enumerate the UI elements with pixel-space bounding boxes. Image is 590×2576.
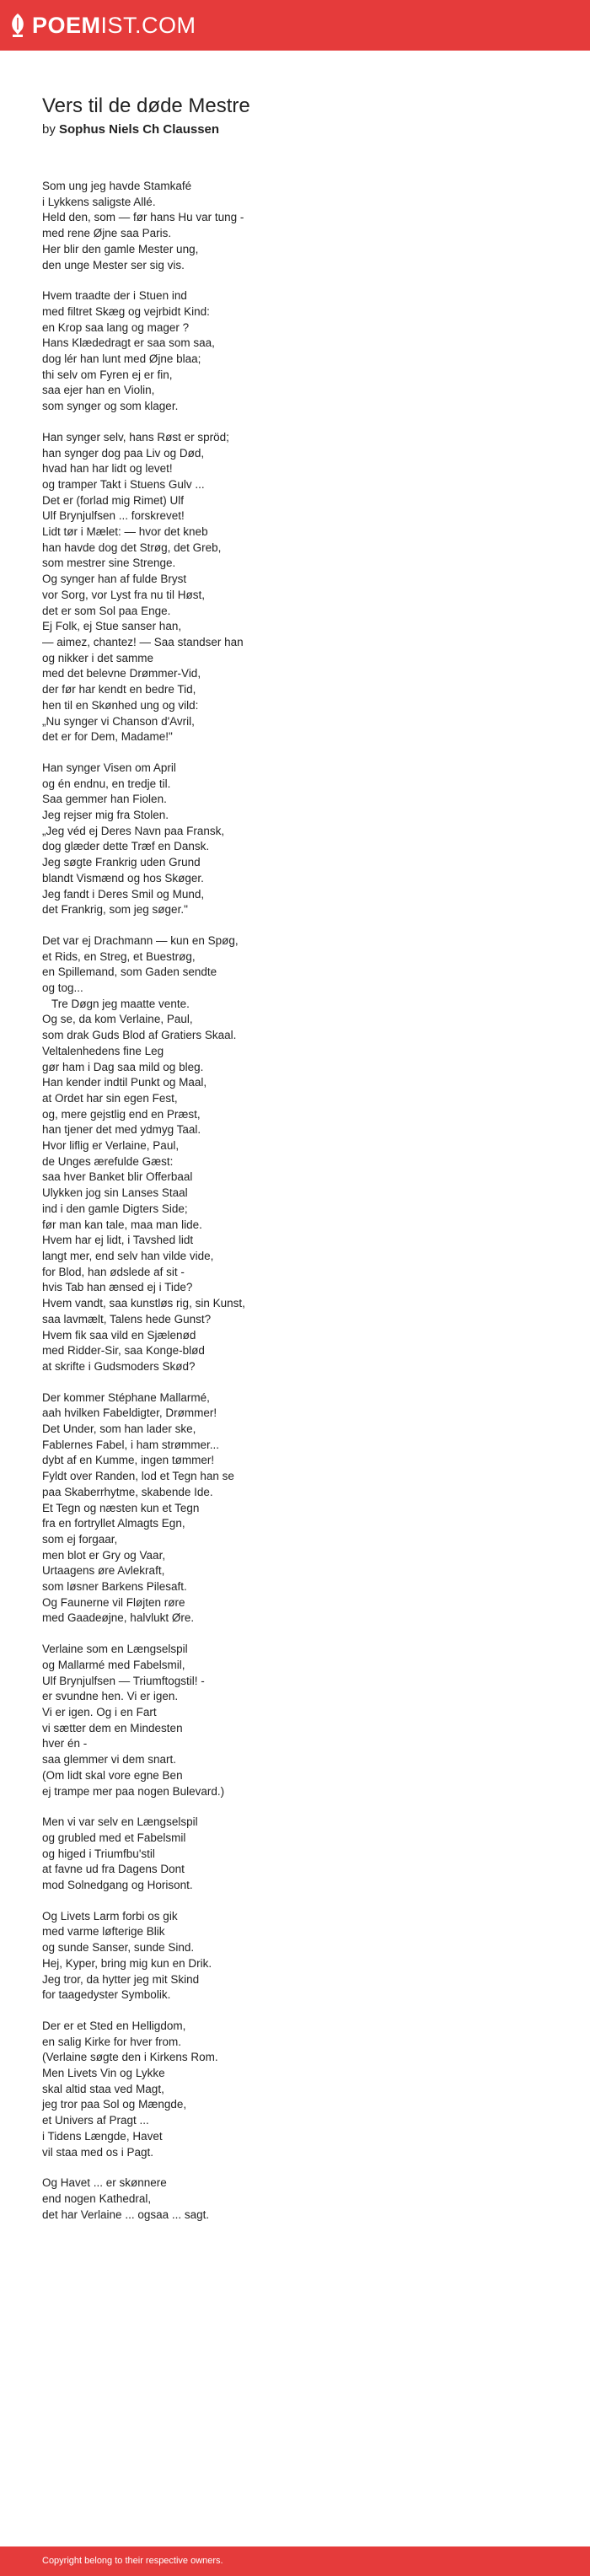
poem-line: langt mer, end selv han vilde vide,: [42, 1250, 214, 1262]
poem-line: Fyldt over Randen, lod et Tegn han se: [42, 1470, 234, 1483]
poem-line: Der er et Sted en Helligdom,: [42, 2019, 186, 2032]
poem-line: Han synger selv, hans Røst er spröd;: [42, 430, 229, 444]
poem-line: det har Verlaine ... ogsaa ... sagt.: [42, 2208, 210, 2221]
poem-line: er svundne hen. Vi er igen.: [42, 1690, 179, 1703]
poem-line: Jeg søgte Frankrig uden Grund: [42, 856, 201, 869]
poem-stanza: [42, 1815, 565, 1894]
byline: [42, 121, 565, 138]
poem-line: Hvem vandt, saa kunstløs rig, sin Kunst,: [42, 1297, 245, 1310]
poem-line: den unge Mester ser sig vis.: [42, 258, 185, 272]
poem-stanza: [42, 761, 565, 918]
author-name: Sophus Niels Ch Claussen: [59, 122, 220, 137]
poem-line: skal altid staa ved Magt,: [42, 2082, 164, 2095]
poem-line: Han synger Visen om April: [42, 761, 176, 774]
poem-line: at Ordet har sin egen Fest,: [42, 1091, 178, 1105]
poem-line: i Lykkens saligste Allé.: [42, 195, 156, 208]
poem-line: en Krop saa lang og mager ?: [42, 320, 190, 334]
poem-line: og grubled med et Fabelsmil: [42, 1831, 186, 1844]
site-logo-link[interactable]: [8, 12, 196, 39]
poem-line: hen til en Skønhed ung og vild:: [42, 698, 199, 712]
poem-stanza: [42, 1909, 565, 2003]
poem-line: ej trampe mer paa nogen Bulevard.): [42, 1784, 225, 1798]
poem-line: Og synger han af fulde Bryst: [42, 573, 187, 586]
poem-stanza: [42, 2175, 565, 2223]
poem-line: en salig Kirke for hver from.: [42, 2035, 182, 2048]
site-footer: [0, 2546, 590, 2576]
poem-line: Det var ej Drachmann — kun en Spøg,: [42, 933, 239, 947]
poem-line: — aimez, chantez! — Saa standser han: [42, 635, 244, 648]
poem-line: blandt Vismænd og hos Skøger.: [42, 871, 204, 885]
poem-line: hvis Tab han ænsed ej i Tide?: [42, 1281, 193, 1294]
poem-line: dybt af en Kumme, ingen tømmer!: [42, 1454, 215, 1467]
poem-line: ind i den gamle Digters Side;: [42, 1202, 188, 1215]
poem-line: og Mallarmé med Fabelsmil,: [42, 1658, 185, 1671]
poem-stanza: [42, 933, 565, 1375]
poem-line: som synger og som klager.: [42, 400, 179, 413]
poem-line: Ulykken jog sin Lanses Staal: [42, 1186, 188, 1200]
poem-line: Men vi var selv en Længselspil: [42, 1815, 198, 1829]
poem-line: med det belevne Drømmer-Vid,: [42, 667, 201, 680]
poem-line: Ulf Brynjulfsen ... forskrevet!: [42, 509, 185, 523]
poem-line: aah hvilken Fabeldigter, Drømmer!: [42, 1406, 217, 1420]
poem-stanza: [42, 288, 565, 415]
poem-line: Saa gemmer han Fiolen.: [42, 793, 167, 806]
poem-line: Veltalenhedens fine Leg: [42, 1044, 164, 1057]
poem-line: saa hver Banket blir Offerbaal: [42, 1170, 193, 1184]
poem-line: Og Havet ... er skønnere: [42, 2176, 167, 2190]
poem-line: saa ejer han en Violin,: [42, 384, 155, 397]
poem-line: Og Faunerne vil Fløjten røre: [42, 1595, 185, 1609]
quill-pen-icon: [8, 13, 27, 38]
poem-line: Hvem har ej lidt, i Tavshed lidt: [42, 1234, 194, 1247]
poem-line: for Blod, han ødslede af sit -: [42, 1265, 185, 1278]
poem-line: det er som Sol paa Enge.: [42, 604, 171, 617]
poem-line: Ulf Brynjulfsen — Triumftogstil! -: [42, 1674, 205, 1687]
poem-line: (Om lidt skal vore egne Ben: [42, 1768, 183, 1782]
poem-line: Ej Folk, ej Stue sanser han,: [42, 620, 182, 633]
poem-title: Vers til de døde Mestre: [42, 94, 250, 117]
poem-line: saa lavmælt, Talens hede Gunst?: [42, 1312, 212, 1326]
poem-line: Hans Klædedragt er saa som saa,: [42, 336, 215, 350]
logo-text-bold: POEM: [32, 13, 101, 38]
poem-body: [42, 179, 565, 2223]
poem-line: Tre Døgn jeg maatte vente.: [42, 997, 190, 1010]
poem-line: som mestrer sine Strenge.: [42, 557, 176, 570]
poem-line: vil staa med os i Pagt.: [42, 2145, 154, 2159]
poem-line: vi sætter dem en Mindesten: [42, 1721, 183, 1734]
poem-line: og, mere gejstlig end en Præst,: [42, 1107, 201, 1121]
poem-line: jeg tror paa Sol og Mængde,: [42, 2098, 187, 2111]
poem-line: „Nu synger vi Chanson d'Avril,: [42, 714, 195, 728]
logo-text-regular: IST.COM: [100, 13, 196, 38]
poem-stanza: [42, 430, 565, 745]
poem-line: Men Livets Vin og Lykke: [42, 2067, 165, 2080]
poem-line: at favne ud fra Dagens Dont: [42, 1863, 185, 1876]
poem-line: Han kender indtil Punkt og Maal,: [42, 1076, 207, 1089]
poem-line: dog lér han lunt med Øjne blaa;: [42, 352, 201, 366]
poem-line: dog glæder dette Træf en Dansk.: [42, 840, 210, 853]
poem-line: Vi er igen. Og i en Fart: [42, 1705, 157, 1718]
poem-line: Urtaagens øre Avlekraft,: [42, 1564, 165, 1578]
poem-line: Jeg rejser mig fra Stolen.: [42, 809, 169, 822]
poem-line: end nogen Kathedral,: [42, 2191, 152, 2205]
poem-stanza: [42, 2019, 565, 2160]
poem-line: de Unges ærefulde Gæst:: [42, 1154, 174, 1168]
poem-line: at skrifte i Gudsmoders Skød?: [42, 1359, 196, 1373]
poem-stanza: [42, 1390, 565, 1627]
poem-line: Her blir den gamle Mester ung,: [42, 242, 199, 255]
poem-line: han tjener det med ydmyg Taal.: [42, 1123, 201, 1137]
poem-line: han havde dog det Strøg, det Greb,: [42, 540, 222, 554]
poem-line: Hvor liflig er Verlaine, Paul,: [42, 1139, 180, 1153]
poem-line: saa glemmer vi dem snart.: [42, 1753, 177, 1767]
poem-line: Der kommer Stéphane Mallarmé,: [42, 1390, 210, 1404]
poem-line: „Jeg véd ej Deres Navn paa Fransk,: [42, 824, 225, 837]
poem-line: paa Skaberrhytme, skabende Ide.: [42, 1485, 213, 1498]
poem-line: og nikker i det samme: [42, 651, 154, 664]
poem-line: et Univers af Pragt ...: [42, 2114, 149, 2127]
poem-line: Hvem fik saa vild en Sjælenød: [42, 1328, 196, 1342]
poem-line: med filtret Skæg og vejrbidt Kind:: [42, 304, 210, 318]
poem-line: men blot er Gry og Vaar,: [42, 1548, 166, 1562]
poem-line: Og se, da kom Verlaine, Paul,: [42, 1013, 193, 1026]
poem-line: Fablernes Fabel, i ham strømmer...: [42, 1438, 220, 1451]
poem-line: Lidt tør i Mælet: — hvor det kneb: [42, 525, 208, 539]
poem-line: det Frankrig, som jeg søger.": [42, 903, 188, 917]
poem-line: og tog...: [42, 981, 83, 995]
poem-line: fra en fortryllet Almagts Egn,: [42, 1517, 185, 1530]
poem-line: som løsner Barkens Pilesaft.: [42, 1580, 187, 1594]
poem-line: en Spillemand, som Gaden sendte: [42, 965, 217, 979]
poem-line: det er for Dem, Madame!": [42, 730, 173, 744]
poem-line: for taagedyster Symbolik.: [42, 1988, 171, 2002]
site-logo-text: [32, 12, 196, 39]
byline-prefix: by: [42, 122, 56, 137]
poem-line: med rene Øjne saa Paris.: [42, 227, 172, 240]
poem-line: Jeg fandt i Deres Smil og Mund,: [42, 887, 205, 901]
poem-line: og én endnu, en tredje til.: [42, 777, 171, 790]
poem-line: og sunde Sanser, sunde Sind.: [42, 1941, 195, 1955]
site-header: [0, 0, 590, 51]
poem-line: som drak Guds Blod af Gratiers Skaal.: [42, 1029, 237, 1042]
poem-line: med varme løfterige Blik: [42, 1925, 165, 1939]
poem-line: med Gaadeøjne, halvlukt Øre.: [42, 1611, 195, 1625]
poem-line: hver én -: [42, 1737, 88, 1750]
poem-line: Et Tegn og næsten kun et Tegn: [42, 1501, 200, 1514]
poem-line: thi selv om Fyren ej er fin,: [42, 368, 173, 381]
poem-line: Held den, som — før hans Hu var tung -: [42, 211, 244, 224]
poem-stanza: [42, 1642, 565, 1799]
poem-stanza: [42, 179, 565, 273]
poem-line: med Ridder-Sir, saa Konge-blød: [42, 1344, 205, 1358]
poem-line: Som ung jeg havde Stamkafé: [42, 180, 192, 192]
copyright-notice: Copyright belong to their respective owners.: [42, 2556, 223, 2566]
poem-line: Verlaine som en Længselspil: [42, 1643, 188, 1656]
poem-line: vor Sorg, vor Lyst fra nu til Høst,: [42, 588, 206, 601]
poem-line: før man kan tale, maa man lide.: [42, 1218, 202, 1231]
poem-line: (Verlaine søgte den i Kirkens Rom.: [42, 2051, 218, 2064]
poem-line: i Tidens Længde, Havet: [42, 2129, 163, 2143]
poem-line: Det er (forlad mig Rimet) Ulf: [42, 493, 185, 507]
poem-line: Hej, Kyper, bring mig kun en Drik.: [42, 1956, 212, 1970]
poem-line: og tramper Takt i Stuens Gulv ...: [42, 477, 205, 491]
poem-line: gør ham i Dag saa mild og bleg.: [42, 1060, 204, 1073]
poem-line: og higed i Triumfbu'stil: [42, 1847, 155, 1860]
poem-line: som ej forgaar,: [42, 1532, 118, 1546]
poem-line: Og Livets Larm forbi os gik: [42, 1909, 178, 1923]
poem-line: Det Under, som han lader ske,: [42, 1422, 196, 1436]
poem-line: Hvem traadte der i Stuen ind: [42, 289, 187, 303]
poem-line: hvad han har lidt og levet!: [42, 462, 173, 476]
poem-line: han synger dog paa Liv og Død,: [42, 446, 205, 460]
poem-line: mod Solnedgang og Horisont.: [42, 1879, 193, 1892]
poem-line: Jeg tror, da hytter jeg mit Skind: [42, 1972, 200, 1986]
poem-line: et Rids, en Streg, et Buestrøg,: [42, 949, 196, 963]
poem-line: der før har kendt en bedre Tid,: [42, 683, 196, 696]
poem-article: [42, 93, 565, 2238]
